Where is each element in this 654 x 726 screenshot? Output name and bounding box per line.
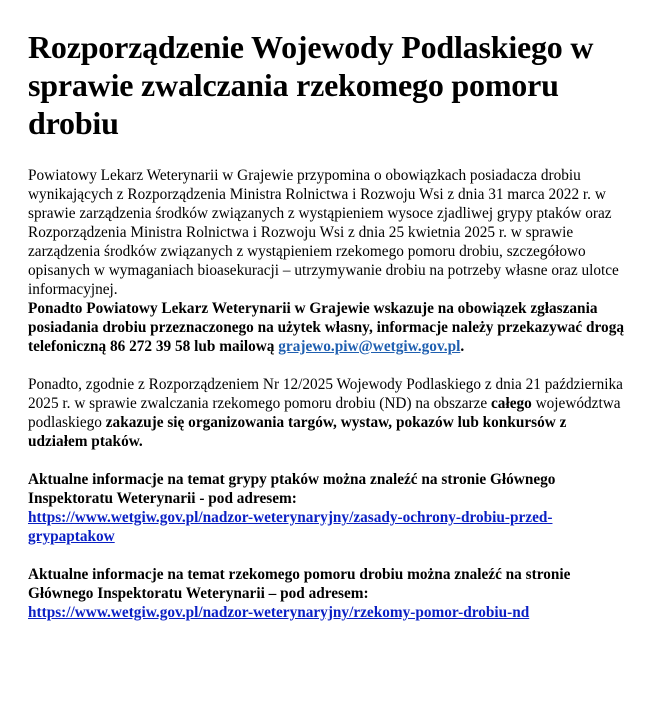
newcastle-info-text: Aktualne informacje na temat rzekomego pomoru drobiu można znaleźć na stronie Głównego Inspektoratu Weterynarii – pod adresem: bbox=[28, 566, 571, 602]
newcastle-disease-link[interactable]: https://www.wetgiw.gov.pl/nadzor-weterynaryjny/rzekomy-pomor-drobiu-nd bbox=[28, 604, 530, 621]
newcastle-info-paragraph bbox=[28, 565, 626, 622]
reporting-end: . bbox=[460, 338, 465, 355]
avian-flu-link[interactable]: https://www.wetgiw.gov.pl/nadzor-weterynaryjny/zasady-ochrony-drobiu-przed-grypaptakow bbox=[28, 509, 553, 545]
reporting-text: Ponadto Powiatowy Lekarz Weterynarii w Grajewie wskazuje na obowiązek zgłaszania posiadania drobiu przeznaczonego na użytek własny, informacje należy przekazywać drogą telefoniczną 86 272 39 58 lub mailową bbox=[28, 300, 624, 355]
email-link[interactable]: grajewo.piw@wetgiw.gov.pl bbox=[278, 338, 461, 355]
regulation-text-1: Ponadto, zgodnie z Rozporządzeniem Nr 12/2025 Wojewody Podlaskiego z dnia 21 października 2025 r. w sprawie zwalczania rzekomego pomoru drobiu (ND) na obszarze bbox=[28, 376, 623, 412]
avian-flu-info-text: Aktualne informacje na temat grypy ptaków można znaleźć na stronie Głównego Inspektoratu Weterynarii - pod adresem: bbox=[28, 471, 556, 507]
avian-flu-info-paragraph bbox=[28, 470, 626, 546]
regulation-text-2: województwa podlaskiego bbox=[28, 395, 621, 431]
page-title: Rozporządzenie Wojewody Podlaskiego w sprawie zwalczania rzekomego pomoru drobiu bbox=[28, 29, 594, 141]
regulation-bold-1: całego bbox=[491, 395, 532, 412]
regulation-bold-2: zakazuje się organizowania targów, wystaw, pokazów lub konkursów z udziałem ptaków. bbox=[28, 414, 567, 450]
regulation-paragraph bbox=[28, 375, 626, 451]
intro-paragraph bbox=[28, 166, 626, 299]
reporting-paragraph bbox=[28, 299, 626, 356]
intro-text: Powiatowy Lekarz Weterynarii w Grajewie przypomina o obowiązkach posiadacza drobiu wynikających z Rozporządzenia Ministra Rolnictwa i Rozwoju Wsi z dnia 31 marca 2022 r. w sprawie zarządzenia środków związanych z wystąpieniem wysoce zjadliwej grypy ptaków oraz Rozporządzenia Ministra Rolnictwa i Rozwoju Wsi z dnia 25 kwietnia 2025 r. w sprawie zarządzenia środków związanych z wystąpieniem rzekomego pomoru drobiu, szczegółowo opisanych w wymaganiach bioasekuracji – utrzymywanie drobiu na potrzeby własne oraz ulotce informacyjnej. bbox=[28, 167, 619, 298]
